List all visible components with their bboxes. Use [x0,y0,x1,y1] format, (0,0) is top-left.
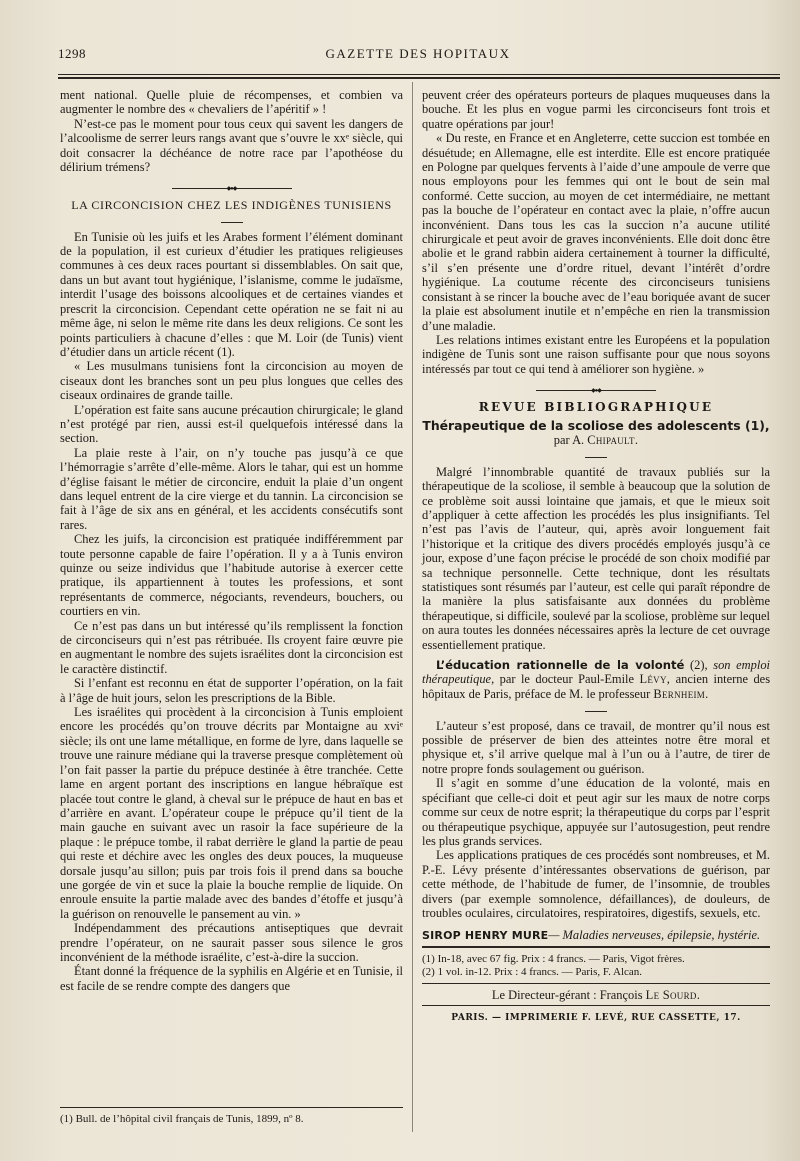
printer-imprint: PARIS. — IMPRIMERIE F. LEVÉ, RUE CASSETTE, 17. [451,1013,741,1024]
book-subtitle: son emploi thérapeutique, [422,658,770,687]
page-header [58,40,778,62]
paragraph: Ce n’est pas dans un but intéressé qu’ils remplissent la fonction de circonciseurs qui n’est pas rétribuée. Ils croyent faire œuvre pie en augmentant le nombre des sujets israélites dont la circoncision est le caractère distinctif. [60,618,403,676]
header-rule-thick [58,77,780,79]
paragraph: Les applications pratiques de ces procédés sont nombreuses, et M. P.-E. Lévy présente d’intéressantes observations de guérison, par cette méthode, de l’habitude de fumer, de l’insomnie, de troubles divers (par exemple somnolence, défaillances), de douleurs, de troubles oculaires, circulatoires, respiratoires, digestifs, sexuels, etc. [422,848,770,920]
advertisement-brand: SIROP HENRY MURE [422,929,549,943]
paragraph: L’opération est faite sans aucune précaution chirurgicale; le gland n’est protégé par rien, aussi est-il quelquefois intéressé dans la section. [60,402,403,446]
footnote: (1) Bull. de l’hôpital civil français de Tunis, 1899, nº 8. [60,1113,304,1125]
book-title: L’éducation rationnelle de la volonté [436,658,685,673]
divider [422,1005,770,1006]
title-dash [422,701,770,715]
title-dash [60,212,403,226]
header-rule [58,74,780,75]
book-entry [422,658,770,701]
footnote: (1) In-18, avec 67 fig. Prix : 4 francs. — Paris, Vigot frères. [422,952,685,965]
paragraph: Si l’enfant est reconnu en état de supporter l’opération, on la fait à l’âge de huit jours, selon les prescriptions de la Bible. [60,676,403,705]
book-author [422,433,770,447]
journal-title: GAZETTE DES HOPITAUX [325,46,511,61]
advertisement [422,928,770,943]
paragraph: L’auteur s’est proposé, dans ce travail, de montrer qu’il nous est possible de préserver de bien des atteintes notre être moral et physique et, s’il arrive quelque mal à l’un ou à l’autre, de tirer de notre propre fonds soulagement ou guérison. [422,718,770,776]
section-ornament [60,178,403,192]
section-title-revue: REVUE BIBLIOGRAPHIQUE [478,399,714,414]
directeur-gerant [422,988,770,1002]
footnote-rule [60,1107,403,1108]
preface-author: Bernheim. [653,686,709,701]
title-dash [422,447,770,461]
paragraph: « Les musulmans tunisiens font la circoncision au moyen de ciseaux dont les branches sont un peu plus longues que celles des ciseaux ordinaires de grande taille. [60,359,403,403]
book-ref: (2), [690,658,708,673]
left-column [60,88,403,993]
author-prefix: par A. [553,432,585,447]
paragraph: Indépendamment des précautions antiseptiques que devrait prendre l’opérateur, on ne saurait passer sous silence le gros inconvénient de la méthode israélite, c’est-à-dire la succion. [60,921,403,964]
paragraph: Les relations intimes existant entre les Européens et la population indigène de Tunis sont une raison suffisante pour que nous soyons intéressés par tout ce qui tend à améliorer son hygiène. » [422,332,770,376]
book-text: par le docteur Paul-Emile [499,672,635,687]
book-title: Thérapeutique de la scoliose des adolescents (1), [422,417,770,433]
author-name: Chipault. [587,432,639,447]
right-column [422,88,770,1026]
divider [422,983,770,984]
paragraph: Étant donné la fréquence de la syphilis en Algérie et en Tunisie, il est facile de se rendre compte des dangers que [60,964,403,993]
paragraph: La plaie reste à l’air, on n’y touche pas jusqu’à ce que l’hémorragie s’arrête d’elle-même. Alors le tahar, qui est un homme d’église faisant le métier de circoncire, enduit la plaie d’un ongent dans lequel entrent de la cire vierge et du tannin. La circoncision se fait à l’âge de six ans en général, et les accidents consécutifs sont rares. [60,445,403,532]
paragraph: Il s’agit en somme d’une éducation de la volonté, mais en spécifiant que celle-ci doit et peut agir sur les maux de notre corps comme sur ceux de notre esprit; la thérapeutique du corps par l’esprit ou thérapeutique psychique, appuyée sur l’autosugestion, peut rendre les plus grands services. [422,776,770,848]
column-separator [412,82,413,1132]
paragraph: En Tunisie où les juifs et les Arabes forment l’élément dominant de la population, il est curieux d’étudier les pratiques religieuses communes à ces deux races pourtant si dissemblables. On sait que, dans un but avant tout hygiénique, l’islanisme, comme le judaïsme, interdit l’usage des boissons alcooliques et de certaines viandes et prescrit la circoncision. Cependant cette opération ne se fait ni au même âge, ni selon le même rite dans les deux religions. Ce sont les points particuliers à chacune d’elles : que M. Loir (de Tunis) vient d’étudier dans un article récent (1). [60,229,403,359]
paragraph: Malgré l’innombrable quantité de travaux publiés sur la thérapeutique de la scoliose, il semble à beaucoup que la solution de ce problème soit aussi lointaine que jamais, et que le mieux soit d’appliquer à cette affection les procédés les plus insignifiants. Tel n’est pas l’avis de l’auteur, qui, après avoir longuement fait l’historique et la critique des divers procédés employés jusqu’à ce jour, expose d’une façon précise le procédé de son choix modifié par sa technique personnelle. Cette technique, dont les résultats statistiques sont résumés par l’auteur, est celle qui paraît répondre de la manière la plus satisfaisante aux données du problème thérapeutique, si difficile, soulevé par la scoliose, problème sur lequel on aura toutes les données nécessaires après la lecture de cet ouvrage essentiellement pratique. [422,464,770,652]
section-ornament [422,380,770,394]
author-name: Lévy, [639,672,671,687]
footnote: (2) 1 vol. in-12. Prix : 4 francs. — Paris, F. Alcan. [422,965,643,978]
section-title: LA CIRCONCISION CHEZ LES INDIGÈNES TUNISIENS [71,197,392,212]
book-text: ancien interne des hôpitaux de Paris, préface de M. le professeur [422,672,771,701]
divider [422,946,770,948]
paragraph: N’est-ce pas le moment pour tous ceux qui savent les dangers de l’alcoolisme de serrer leurs rangs avant que s’ouvre le xxᵉ siècle, qui doit consacrer la déchéance de notre race par l’apothéose du délirium trémens? [60,116,403,175]
paragraph: ment national. Quelle pluie de récompenses, et combien va augmenter le nombre des « chevaliers de l’apéritif » ! [60,88,403,117]
gerant-label: Le Directeur-gérant : François [491,987,643,1002]
advertisement-text: — Maladies nerveuses, épilepsie, hystérie. [548,928,761,943]
page-number: 1298 [58,46,86,61]
gerant-name: Le Sourd. [645,987,701,1002]
paragraph: « Du reste, en France et en Angleterre, cette succion est tombée en désuétude; en Allemagne, elle est interdite. Elle est encore pratiquée en Pologne par quelques fervents à l’aide d’une ampoule de verre que nous employons pour les femmes qui ont le bout de sein mal conformé. Cette succion, au moyen de cet intermédiaire, ne mettant pas la bouche de l’opérateur en contact avec la plaie, n’offre aucun inconvénient. Dans tous les cas la succion n’a aucune utilité chirurgicale et peut avoir de graves inconvénients. Elle doit donc être abolie et le grand rabbin aidera certainement à tourner la difficulté, s’il s’en présente une d’ordre rituel, devant l’intérêt d’ordre hygiénique. La coutume récente des circonciseurs tunisiens consistant à se rincer la bouche avec de l’eau boriquée avant de sucer la plaie est absolument inutile et n’empêche en rien la transmission d’une maladie. [422,131,770,333]
paragraph: Chez les juifs, la circoncision est pratiquée indifféremment par toute personne capable de faire l’opération. Il y a à Tunis environ quinze ou seize individus que l’habitude autorise à exercer cette pratique, ils appartiennent à toutes les professions, et sont représentants de commerce, négociants, revendeurs, bouchers, ou courtiers en vin. [60,532,403,619]
paragraph: Les israélites qui procèdent à la circoncision à Tunis emploient encore les procédés qu’on trouve décrits par Montaigne au xviᵉ siècle; ils ont une lame métallique, en forme de lyre, dans laquelle se trouve une rainure médiane qui la traverse presque complètement où l’on fait passer la partie du prépuce destinée à être tranchée. Cette lame en argent portant des inscriptions en langue hébraïque est placée tout contre le gland, à cheval sur le prépuce de haut en bas et d’arrière en avant. L’opérateur coupe le prépuce qu’il tient de la main gauche en suivant avec un rasoir la face supérieure de la plaque : le prépuce tombe, il rabat derrière le gland la partie de peau qui reste et déchire avec les ongles des deux pouces, la muqueuse dorsale jusqu’au sillon; puis par trois fois il prend dans sa bouche une gorgée de vin et suce la plaie la bouche remplie de liquide. On enroule ensuite la partie malade avec des bandes d’étoffe et jusqu’à la guérison on renouvelle le pansement au vin. » [60,705,403,921]
paragraph: peuvent créer des opérateurs porteurs de plaques muqueuses dans la bouche. Et les plus en vogue parmi les circonciseurs font trois et quatre opérations par jour! [422,88,770,131]
